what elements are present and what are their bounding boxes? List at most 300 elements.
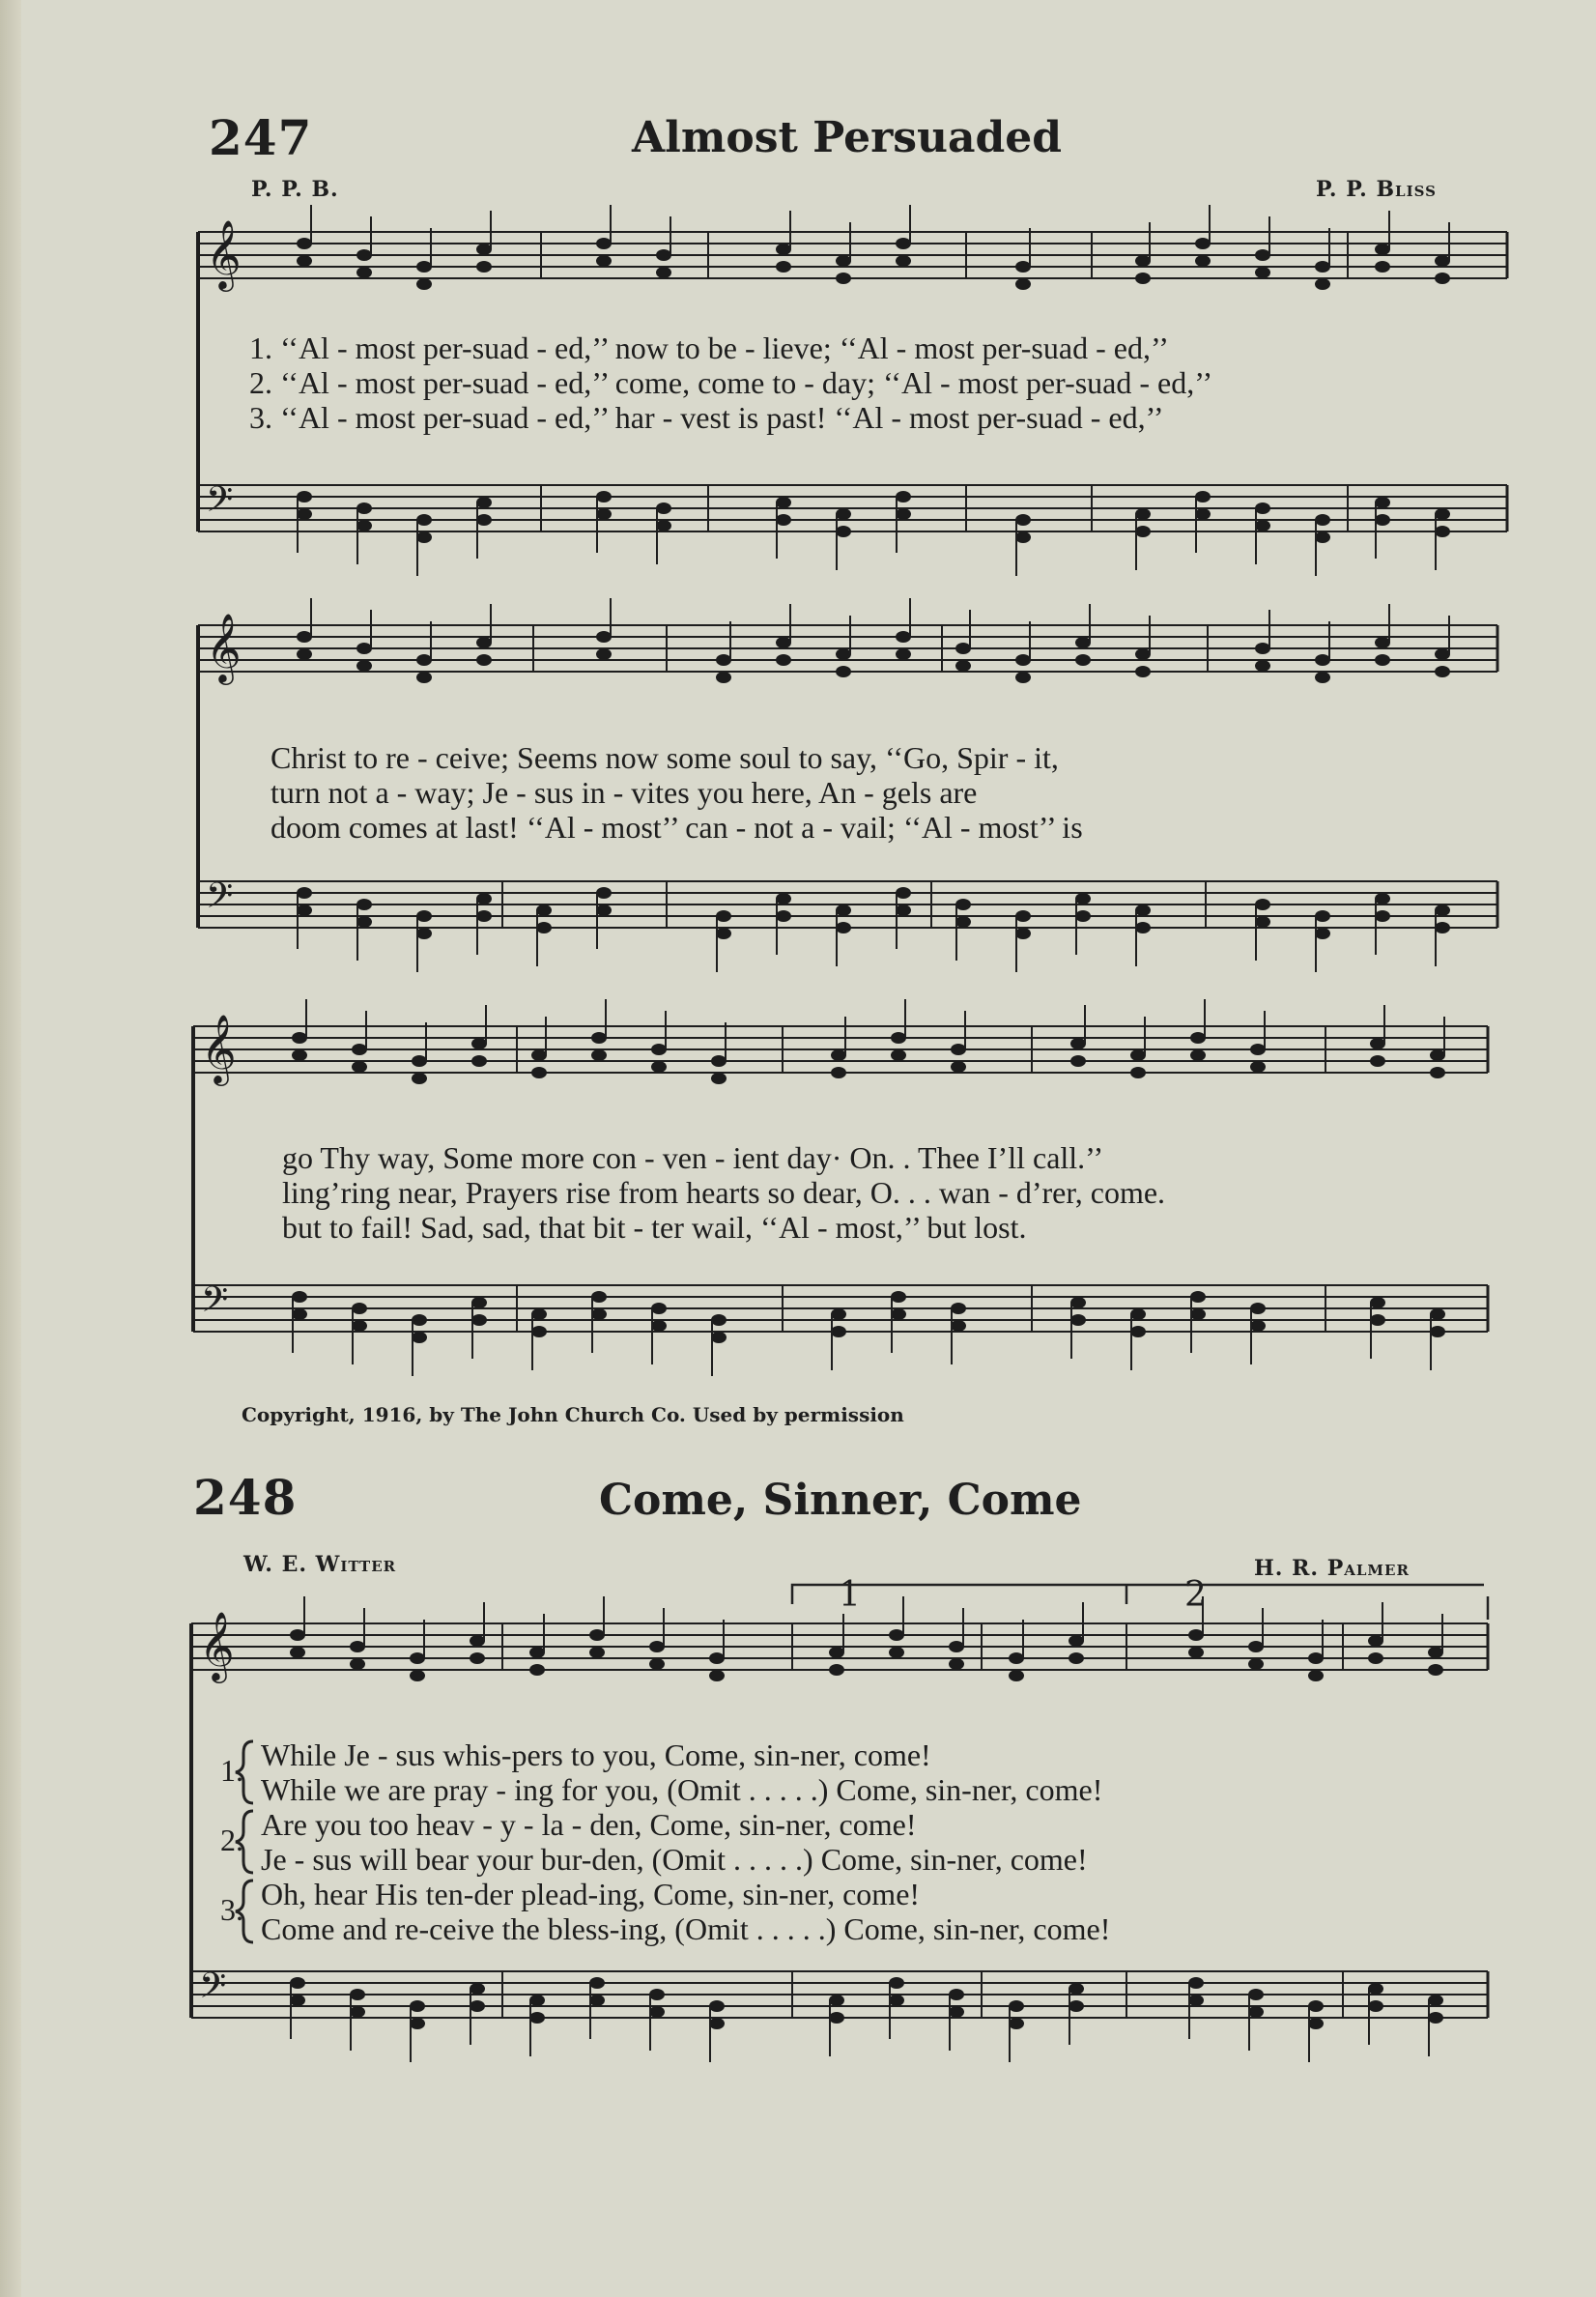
note-head <box>292 1291 307 1303</box>
note-head <box>1315 672 1330 683</box>
note-head <box>356 916 372 928</box>
note-head <box>1375 910 1390 922</box>
note-head <box>889 1995 904 2006</box>
note-head <box>836 666 851 677</box>
note-head <box>1190 1291 1206 1303</box>
note-head <box>1435 255 1450 267</box>
note-head <box>1375 497 1390 508</box>
hymn-247-words-credit: P. P. B. <box>251 177 339 202</box>
note-head <box>1430 1326 1445 1337</box>
note-head <box>829 2012 844 2024</box>
note-head <box>1428 2012 1443 2024</box>
note-head <box>1195 255 1211 267</box>
hymn-247-s2-verse-2: turn not a - way; Je - sus in - vites you here, An - gels are <box>271 775 978 810</box>
note-head <box>836 648 851 660</box>
note-head <box>951 1303 966 1314</box>
note-head <box>1375 244 1390 255</box>
note-head <box>709 1670 725 1681</box>
note-head <box>470 1652 485 1664</box>
note-head <box>297 887 312 899</box>
note-head <box>1255 643 1270 654</box>
note-head <box>292 1308 307 1320</box>
note-head <box>1255 660 1270 672</box>
note-head <box>416 261 432 273</box>
note-head <box>1135 666 1151 677</box>
note-head <box>1009 1670 1024 1681</box>
note-head <box>836 922 851 933</box>
note-head <box>1188 1629 1204 1641</box>
verse-number-2: 2. <box>220 1823 243 1857</box>
note-head <box>1009 1652 1024 1664</box>
note-head <box>949 1658 964 1670</box>
note-head <box>596 648 612 660</box>
note-head <box>410 2000 425 2012</box>
note-head <box>1248 2006 1264 2018</box>
note-head <box>591 1032 607 1044</box>
note-head <box>1075 637 1091 648</box>
note-head <box>416 910 432 922</box>
note-head <box>1315 928 1330 939</box>
note-head <box>1015 261 1031 273</box>
note-head <box>1130 1308 1146 1320</box>
note-head <box>471 1297 487 1308</box>
note-head <box>1015 514 1031 526</box>
note-head <box>651 1303 667 1314</box>
note-head <box>1075 893 1091 904</box>
note-head <box>352 1303 367 1314</box>
note-head <box>589 1629 605 1641</box>
note-head <box>596 887 612 899</box>
note-head <box>1435 922 1450 933</box>
verse-braces <box>236 1741 253 1942</box>
hymn-247-s2-verse-1: Christ to re - ceive; Seems now some soul to say, ‘‘Go, Spir - it, <box>271 740 1059 775</box>
note-head <box>1190 1032 1206 1044</box>
hymn-248-verse-3-line-1: Oh, hear His ten-der plead-ing, Come, sin-ner, come! <box>261 1877 921 1911</box>
note-head <box>836 508 851 520</box>
note-head <box>1130 1049 1146 1061</box>
note-head <box>656 267 671 278</box>
note-head <box>589 1647 605 1658</box>
note-head <box>350 1658 365 1670</box>
note-head <box>949 1641 964 1652</box>
note-head <box>1375 514 1390 526</box>
note-head <box>1370 1055 1385 1067</box>
note-head <box>1375 637 1390 648</box>
note-head <box>709 2018 725 2029</box>
note-head <box>1135 273 1151 284</box>
note-head <box>891 1308 906 1320</box>
note-head <box>1075 910 1091 922</box>
note-head <box>1195 238 1211 249</box>
note-head <box>290 1995 305 2006</box>
note-head <box>1135 508 1151 520</box>
hymn-247-number: 247 <box>209 109 313 166</box>
note-head <box>955 643 971 654</box>
note-head <box>1015 531 1031 543</box>
note-head <box>1015 928 1031 939</box>
note-head <box>476 910 492 922</box>
note-head <box>1435 508 1450 520</box>
note-head <box>416 654 432 666</box>
note-head <box>471 1038 487 1049</box>
note-head <box>290 1629 305 1641</box>
note-head <box>1315 278 1330 290</box>
hymn-247-s3-verse-1: go Thy way, Some more con - ven - ient day· On. . Thee I’ll call.’’ <box>282 1140 1104 1175</box>
note-head <box>1430 1049 1445 1061</box>
note-head <box>829 1664 844 1676</box>
note-head <box>1248 1658 1264 1670</box>
hymn-248-verse-2-line-1: Are you too heav - y - la - den, Come, sin-ner, come! <box>261 1807 917 1842</box>
note-head <box>831 1326 846 1337</box>
note-head <box>529 2012 545 2024</box>
note-head <box>536 904 552 916</box>
note-head <box>412 1073 427 1084</box>
staff-248-bass <box>191 1966 1488 2018</box>
note-head <box>1070 1038 1086 1049</box>
note-head <box>1255 899 1270 910</box>
note-head <box>889 1629 904 1641</box>
note-head <box>476 654 492 666</box>
note-head <box>716 910 731 922</box>
note-head <box>531 1326 547 1337</box>
note-head <box>1250 1044 1266 1055</box>
note-head <box>829 1647 844 1658</box>
note-head <box>711 1055 727 1067</box>
note-head <box>1248 1989 1264 2000</box>
note-head <box>476 637 492 648</box>
note-head <box>292 1032 307 1044</box>
treble-clef-icon: 𝄞 <box>206 612 242 682</box>
note-head <box>1070 1055 1086 1067</box>
note-head <box>476 497 492 508</box>
note-head <box>1375 893 1390 904</box>
note-head <box>1130 1067 1146 1078</box>
note-head <box>350 1641 365 1652</box>
note-head <box>1009 2018 1024 2029</box>
note-head <box>416 514 432 526</box>
note-head <box>412 1314 427 1326</box>
note-head <box>1315 910 1330 922</box>
hymn-248-number: 248 <box>193 1469 298 1526</box>
note-head <box>896 508 911 520</box>
note-head <box>531 1067 547 1078</box>
note-head <box>776 244 791 255</box>
note-head <box>1368 2000 1383 2012</box>
note-head <box>476 514 492 526</box>
treble-clef-icon: 𝄞 <box>206 218 242 289</box>
note-head <box>297 508 312 520</box>
note-head <box>536 922 552 933</box>
note-head <box>1428 1664 1443 1676</box>
hymn-247-s2-verse-3: doom comes at last! ‘‘Al - most’’ can - not a - vail; ‘‘Al - most’’ is <box>271 810 1083 845</box>
note-head <box>891 1049 906 1061</box>
note-head <box>416 928 432 939</box>
hymn-247-s1-verse-2: 2. ‘‘Al - most per-suad - ed,’’ come, come to - day; ‘‘Al - most per-suad - ed,’’ <box>249 365 1213 400</box>
note-head <box>1015 672 1031 683</box>
note-head <box>709 2000 725 2012</box>
note-head <box>1315 654 1330 666</box>
note-head <box>716 928 731 939</box>
note-head <box>711 1314 727 1326</box>
note-head <box>1190 1049 1206 1061</box>
note-head <box>292 1049 307 1061</box>
note-head <box>711 1073 727 1084</box>
note-head <box>1368 1983 1383 1995</box>
note-head <box>831 1067 846 1078</box>
note-head <box>951 1320 966 1332</box>
hymn-247-s1-verse-1: 1. ‘‘Al - most per-suad - ed,’’ now to be - lieve; ‘‘Al - most per-suad - ed,’’ <box>249 330 1169 365</box>
note-head <box>356 249 372 261</box>
note-head <box>476 893 492 904</box>
note-head <box>889 1647 904 1658</box>
hymn-248-verse-2-line-2: Je - sus will bear your bur-den, (Omit . . . . .) Come, sin-ner, come! <box>261 1842 1088 1877</box>
note-head <box>416 672 432 683</box>
note-head <box>1435 526 1450 537</box>
note-head <box>596 255 612 267</box>
hymn-247-s1-verse-3: 3. ‘‘Al - most per-suad - ed,’’ har - vest is past! ‘‘Al - most per-suad - ed,’’ <box>249 400 1164 435</box>
note-head <box>1070 1297 1086 1308</box>
note-head <box>896 887 911 899</box>
note-head <box>1069 2000 1084 2012</box>
note-head <box>955 899 971 910</box>
note-head <box>297 904 312 916</box>
note-head <box>1009 2000 1024 2012</box>
note-head <box>591 1308 607 1320</box>
note-head <box>1250 1061 1266 1073</box>
note-head <box>531 1308 547 1320</box>
note-head <box>649 1658 665 1670</box>
note-head <box>1069 1652 1084 1664</box>
hymn-248-title: Come, Sinner, Come <box>599 1476 1082 1525</box>
note-head <box>1135 904 1151 916</box>
note-head <box>1368 1652 1383 1664</box>
note-head <box>776 637 791 648</box>
note-head <box>591 1291 607 1303</box>
first-ending-label: 1 <box>839 1575 861 1615</box>
note-head <box>1375 261 1390 273</box>
note-head <box>596 508 612 520</box>
note-head <box>356 643 372 654</box>
note-head <box>416 531 432 543</box>
staves <box>191 218 1507 2018</box>
note-head <box>656 502 671 514</box>
bass-clef-icon: 𝄢 <box>206 876 234 925</box>
note-head <box>1255 916 1270 928</box>
note-head <box>470 1635 485 1647</box>
note-head <box>589 1995 605 2006</box>
note-head <box>896 491 911 502</box>
note-head <box>356 520 372 531</box>
note-head <box>1308 2000 1324 2012</box>
note-head <box>297 491 312 502</box>
note-head <box>1435 273 1450 284</box>
note-head <box>1308 1652 1324 1664</box>
note-head <box>1195 491 1211 502</box>
note-head <box>1255 520 1270 531</box>
note-head <box>1135 922 1151 933</box>
note-head <box>1430 1308 1445 1320</box>
note-head <box>836 904 851 916</box>
note-head <box>891 1032 906 1044</box>
note-head <box>896 631 911 643</box>
note-head <box>529 1647 545 1658</box>
note-head <box>356 502 372 514</box>
note-head <box>651 1061 667 1073</box>
note-head <box>1188 1647 1204 1658</box>
verse-number-3: 3. <box>220 1892 243 1927</box>
note-head <box>1308 2018 1324 2029</box>
note-head <box>1430 1067 1445 1078</box>
verse-number-1: 1. <box>220 1753 243 1788</box>
note-head <box>596 238 612 249</box>
treble-clef-icon: 𝄞 <box>201 1013 237 1083</box>
hymn-248-words-credit: W. E. Witter <box>243 1552 397 1577</box>
notes <box>290 205 1450 2062</box>
note-head <box>1075 654 1091 666</box>
note-head <box>951 1044 966 1055</box>
note-head <box>651 1044 667 1055</box>
note-head <box>1069 1983 1084 1995</box>
note-head <box>1435 648 1450 660</box>
note-head <box>1435 666 1450 677</box>
note-head <box>352 1061 367 1073</box>
note-head <box>711 1332 727 1343</box>
note-head <box>591 1049 607 1061</box>
note-head <box>1370 1314 1385 1326</box>
note-head <box>1428 1995 1443 2006</box>
note-head <box>1255 267 1270 278</box>
note-head <box>410 2018 425 2029</box>
note-head <box>1015 910 1031 922</box>
note-head <box>297 648 312 660</box>
note-head <box>1135 255 1151 267</box>
note-head <box>949 1989 964 2000</box>
hymn-247-s3-verse-2: ling’ring near, Prayers rise from hearts so dear, O. . . wan - d’rer, come. <box>282 1175 1166 1210</box>
note-head <box>776 654 791 666</box>
note-head <box>529 1664 545 1676</box>
note-head <box>831 1308 846 1320</box>
note-head <box>350 1989 365 2000</box>
note-head <box>412 1332 427 1343</box>
note-head <box>1308 1670 1324 1681</box>
hymn-248-verse-3-line-2: Come and re-ceive the bless-ing, (Omit . . . . .) Come, sin-ner, come! <box>261 1911 1111 1946</box>
note-head <box>951 1061 966 1073</box>
note-head <box>836 526 851 537</box>
note-head <box>776 514 791 526</box>
note-head <box>656 249 671 261</box>
note-head <box>1428 1647 1443 1658</box>
hymn-248-music-credit: H. R. Palmer <box>1254 1556 1410 1581</box>
note-head <box>1255 249 1270 261</box>
note-head <box>1315 261 1330 273</box>
note-head <box>1255 502 1270 514</box>
note-head <box>416 278 432 290</box>
note-head <box>1370 1038 1385 1049</box>
note-head <box>836 273 851 284</box>
note-head <box>776 910 791 922</box>
note-head <box>1135 526 1151 537</box>
note-head <box>297 631 312 643</box>
hymn-247-title: Almost Persuaded <box>632 113 1063 162</box>
note-head <box>470 2000 485 2012</box>
note-head <box>1188 1977 1204 1989</box>
note-head <box>470 1983 485 1995</box>
note-head <box>1190 1308 1206 1320</box>
note-head <box>1069 1635 1084 1647</box>
note-head <box>656 520 671 531</box>
note-head <box>476 261 492 273</box>
bass-clef-icon: 𝄢 <box>206 479 234 529</box>
staff-247-2-bass <box>198 876 1497 928</box>
note-head <box>1315 531 1330 543</box>
note-head <box>896 255 911 267</box>
note-head <box>1315 514 1330 526</box>
treble-clef-icon: 𝄞 <box>199 1610 235 1680</box>
note-head <box>649 1989 665 2000</box>
note-head <box>896 648 911 660</box>
note-head <box>410 1670 425 1681</box>
note-head <box>1015 278 1031 290</box>
note-head <box>1368 1635 1383 1647</box>
note-head <box>596 631 612 643</box>
note-head <box>955 916 971 928</box>
note-head <box>356 267 372 278</box>
note-head <box>352 1044 367 1055</box>
note-head <box>836 255 851 267</box>
note-head <box>949 2006 964 2018</box>
note-head <box>352 1320 367 1332</box>
note-head <box>776 497 791 508</box>
note-head <box>471 1314 487 1326</box>
note-head <box>896 238 911 249</box>
staff-247-1-treble <box>198 218 1507 292</box>
note-head <box>1375 654 1390 666</box>
note-head <box>889 1977 904 1989</box>
note-head <box>716 654 731 666</box>
note-head <box>955 660 971 672</box>
note-head <box>1250 1303 1266 1314</box>
note-head <box>297 238 312 249</box>
note-head <box>1130 1326 1146 1337</box>
note-head <box>649 1641 665 1652</box>
note-head <box>776 261 791 273</box>
note-head <box>1435 904 1450 916</box>
note-head <box>651 1320 667 1332</box>
bass-clef-icon: 𝄢 <box>199 1966 227 2015</box>
note-head <box>1070 1314 1086 1326</box>
note-head <box>410 1652 425 1664</box>
note-head <box>1370 1297 1385 1308</box>
staff-247-3-bass <box>193 1279 1488 1332</box>
note-head <box>649 2006 665 2018</box>
hymn-248-verse-1-line-1: While Je - sus whis-pers to you, Come, sin-ner, come! <box>261 1737 931 1772</box>
note-head <box>596 491 612 502</box>
hymn-248-verse-1-line-2: While we are pray - ing for you, (Omit . . . . .) Come, sin-ner, come! <box>261 1772 1103 1807</box>
note-head <box>290 1977 305 1989</box>
note-head <box>412 1055 427 1067</box>
bass-clef-icon: 𝄢 <box>201 1279 229 1329</box>
hymn-247-music-credit: P. P. Bliss <box>1316 177 1437 202</box>
second-ending-label: 2 <box>1184 1575 1207 1615</box>
note-head <box>596 904 612 916</box>
hymn-247-s3-verse-3: but to fail! Sad, sad, that bit - ter wail, ‘‘Al - most,’’ but lost. <box>282 1210 1027 1245</box>
note-head <box>1248 1641 1264 1652</box>
note-head <box>891 1291 906 1303</box>
note-head <box>350 2006 365 2018</box>
note-head <box>1135 648 1151 660</box>
note-head <box>776 893 791 904</box>
note-head <box>831 1049 846 1061</box>
